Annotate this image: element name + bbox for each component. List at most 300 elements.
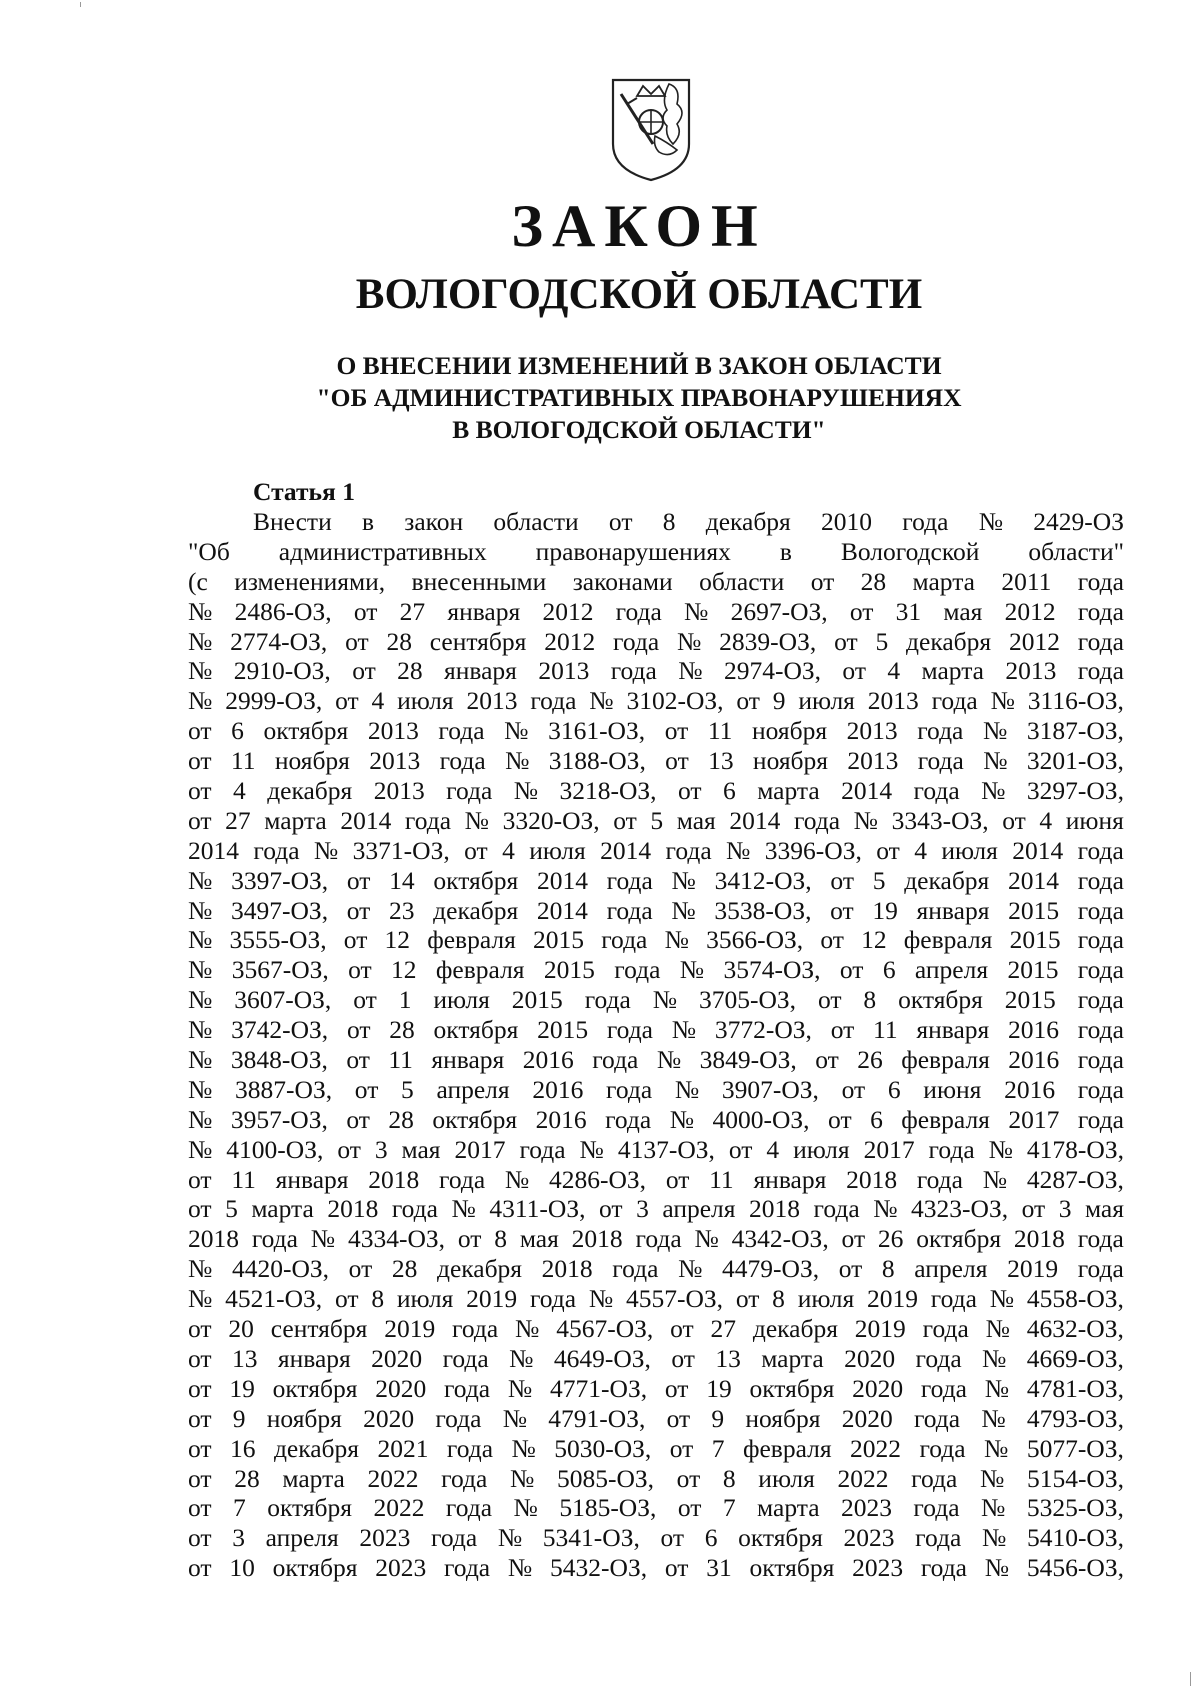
body-word: года	[441, 1463, 488, 1493]
body-word: от	[817, 985, 842, 1015]
body-word: 2486-ОЗ,	[234, 596, 332, 626]
body-word: апреля	[662, 1194, 736, 1224]
body-word: 3187-ОЗ,	[1026, 716, 1124, 746]
body-word: 9	[232, 1403, 246, 1433]
body-word: 4342-ОЗ,	[731, 1224, 829, 1254]
body-word: 2017	[1008, 1104, 1060, 1134]
body-word: года	[452, 1314, 499, 1344]
body-word: 2019	[1007, 1254, 1059, 1284]
body-word: от	[834, 626, 858, 656]
body-word: 2016	[1008, 1045, 1060, 1075]
body-word: №	[502, 1403, 528, 1433]
body-word: от	[666, 1403, 691, 1433]
body-line	[188, 1523, 1124, 1553]
body-line	[188, 955, 1124, 985]
body-word: законами	[572, 566, 673, 596]
body-word: 4781-ОЗ,	[1026, 1373, 1124, 1403]
body-word: №	[674, 1074, 700, 1104]
body-word: года	[584, 985, 631, 1015]
body-word: 4420-ОЗ,	[231, 1254, 330, 1284]
body-word: 2016	[532, 1074, 584, 1104]
body-word: 2012	[1004, 596, 1056, 626]
body-word: октября	[916, 1224, 1002, 1254]
body-word: от	[334, 1284, 359, 1314]
body-word: №	[984, 1553, 1010, 1583]
body-word: 4557-ОЗ,	[625, 1284, 724, 1314]
body-word: 27	[710, 1314, 737, 1344]
body-word: от	[346, 1104, 370, 1134]
body-word: 3218-ОЗ,	[559, 776, 657, 806]
body-word: от	[613, 805, 637, 835]
document-region: ВОЛОГОДСКОЙ ОБЛАСТИ	[355, 271, 923, 318]
body-word: №	[497, 1523, 523, 1553]
body-word: 31	[706, 1553, 732, 1583]
body-word: 2013	[538, 656, 590, 686]
body-word: 3	[374, 1134, 388, 1164]
body-word: мая	[943, 596, 983, 626]
body-word: 2018	[846, 1164, 898, 1194]
body-word: 5341-ОЗ,	[542, 1523, 640, 1553]
body-word: 3396-ОЗ,	[764, 835, 862, 865]
body-word: от	[664, 1553, 689, 1583]
body-word: административных	[278, 536, 487, 566]
body-word: №	[188, 1284, 213, 1314]
body-word: 2019	[854, 1314, 906, 1344]
body-word: июля	[758, 1463, 815, 1493]
body-word: 4632-ОЗ,	[1026, 1314, 1124, 1344]
body-word: 26	[877, 1224, 904, 1254]
body-word: 28	[386, 626, 412, 656]
body-word: 28	[234, 1463, 260, 1493]
body-word: №	[982, 716, 1008, 746]
body-word: от	[353, 985, 377, 1015]
body-word: октября	[433, 1015, 519, 1045]
body-word: года	[606, 895, 653, 925]
body-word: года	[606, 865, 653, 895]
body-word: №	[464, 805, 489, 835]
body-word: №	[509, 1463, 535, 1493]
body-word: марта	[761, 1343, 824, 1373]
body-line	[188, 866, 1124, 896]
body-line	[188, 1553, 1124, 1583]
body-word: января	[916, 895, 990, 925]
body-word: 4791-ОЗ,	[548, 1403, 646, 1433]
body-word: №	[188, 686, 213, 716]
body-word: 3320-ОЗ,	[502, 805, 600, 835]
body-word: июля	[793, 1134, 850, 1164]
body-word: 4479-ОЗ,	[722, 1254, 820, 1284]
body-line	[188, 627, 1124, 657]
body-word: 3907-ОЗ,	[721, 1074, 819, 1104]
body-word: №	[188, 1104, 213, 1134]
body-word: 2020	[841, 1403, 893, 1433]
body-word: 16	[230, 1433, 256, 1463]
body-word: октября	[433, 865, 519, 895]
body-word: года	[445, 1493, 493, 1523]
body-word: октября	[432, 1104, 518, 1134]
body-word: №	[656, 1045, 682, 1075]
body-word: №	[513, 776, 539, 806]
body-word: сентября	[270, 1314, 368, 1344]
body-word: 2974-ОЗ,	[723, 656, 822, 686]
body-word: 4	[914, 835, 927, 865]
body-word: №	[982, 1164, 1008, 1194]
body-word: 3397-ОЗ,	[231, 865, 329, 895]
body-word: мая	[519, 1224, 559, 1254]
body-word: октября	[749, 1553, 835, 1583]
body-word: декабря	[433, 895, 519, 925]
body-word: 2023	[359, 1523, 411, 1553]
body-word: 3116-ОЗ,	[1027, 686, 1124, 716]
body-word: марта	[264, 805, 327, 835]
body-word: 2013	[867, 686, 919, 716]
body-word: от	[665, 746, 689, 776]
body-word: 2015	[1007, 955, 1059, 985]
body-word: 3	[1058, 1194, 1072, 1224]
body-word: 2013	[367, 716, 419, 746]
body-word: №	[188, 1134, 213, 1164]
body-word: года	[1077, 656, 1124, 686]
body-word: года	[529, 1284, 577, 1314]
body-word: 8	[772, 1284, 785, 1314]
body-word: 31	[895, 596, 922, 626]
body-word: от	[671, 1343, 695, 1373]
body-line	[188, 806, 1124, 836]
body-word: 28	[388, 1104, 414, 1134]
body-word: апреля	[436, 1074, 510, 1104]
body-word: года	[920, 1373, 967, 1403]
body-word: года	[1077, 1254, 1124, 1284]
body-line	[188, 1105, 1124, 1135]
body-word: от	[599, 1194, 623, 1224]
body-word: года	[251, 1224, 298, 1254]
body-word: февраля	[435, 955, 525, 985]
body-word: года	[592, 1045, 639, 1075]
body-word: от	[346, 1045, 370, 1075]
body-word: 4793-ОЗ,	[1026, 1403, 1124, 1433]
body-word: 2013	[846, 716, 898, 746]
body-word: 4771-ОЗ,	[550, 1373, 648, 1403]
body-word: января	[447, 596, 521, 626]
body-word: 4	[371, 686, 385, 716]
body-word: 4334-ОЗ,	[347, 1224, 446, 1254]
body-word: октября	[272, 1553, 358, 1583]
body-word: 7	[233, 1493, 246, 1523]
body-word: 11	[230, 746, 256, 776]
body-word: от	[188, 1433, 212, 1463]
body-word: 2429-ОЗ	[1033, 507, 1124, 536]
body-word: №	[981, 1523, 1007, 1553]
body-word: 3887-ОЗ,	[235, 1074, 333, 1104]
body-word: №	[188, 955, 213, 985]
body-word: 2018	[571, 1224, 623, 1254]
body-word: года	[606, 1074, 653, 1104]
body-word: 28	[397, 656, 423, 686]
body-word: 2018	[1013, 1224, 1065, 1254]
body-word: от	[188, 776, 212, 806]
body-word: 2016	[522, 1045, 574, 1075]
body-word: года	[610, 656, 657, 686]
body-word: июля	[529, 835, 586, 865]
body-word: 8	[371, 1284, 385, 1314]
body-line	[188, 1464, 1124, 1494]
body-word: 2015	[511, 985, 563, 1015]
body-word: 12	[391, 955, 417, 985]
body-word: июня	[1065, 805, 1124, 835]
body-word: 2016	[1004, 1074, 1056, 1104]
body-word: 2022	[373, 1493, 425, 1523]
body-word: от	[728, 1134, 753, 1164]
body-line	[188, 1075, 1124, 1105]
body-word: 2023	[843, 1523, 895, 1553]
body-word: года	[431, 1523, 478, 1553]
body-word: 3567-ОЗ,	[231, 955, 329, 985]
body-word: 5154-ОЗ,	[1026, 1463, 1124, 1493]
body-word: от	[352, 656, 376, 686]
body-word: от	[842, 656, 866, 686]
body-word: от	[735, 1284, 760, 1314]
body-word: 6	[723, 776, 736, 806]
body-word: февраля	[903, 925, 993, 955]
subject-line: В ВОЛОГОДСКОЙ ОБЛАСТИ"	[452, 415, 826, 444]
body-word: года	[922, 1314, 969, 1344]
body-word: №	[669, 1104, 695, 1134]
body-word: от	[830, 895, 854, 925]
body-line	[188, 746, 1124, 776]
body-word: от	[665, 1164, 690, 1194]
body-word: (с	[188, 566, 208, 596]
body-word: 4	[233, 776, 246, 806]
coat-of-arms-icon	[607, 74, 695, 184]
body-word: ноября	[751, 716, 828, 746]
body-word: Вологодской	[840, 536, 980, 566]
body-word: 9	[711, 1403, 725, 1433]
body-word: 27	[399, 596, 426, 626]
body-word: 2023	[375, 1553, 427, 1583]
body-word: 3705-ОЗ,	[698, 985, 797, 1015]
body-word: июля	[396, 1284, 454, 1314]
body-word: 2014	[841, 776, 893, 806]
body-line	[188, 1404, 1124, 1434]
body-line	[188, 1254, 1124, 1284]
body-word: от	[664, 1373, 689, 1403]
body-word: 2015	[1004, 985, 1056, 1015]
body-word: №	[671, 865, 696, 895]
body-word: 10	[229, 1553, 255, 1583]
body-word: года	[1077, 955, 1124, 985]
body-word: от	[838, 1254, 863, 1284]
body-word: №	[982, 1343, 1007, 1373]
body-word: №	[188, 596, 213, 626]
body-word: года	[606, 1015, 653, 1045]
body-word: апреля	[914, 1254, 988, 1284]
body-word: 2020	[852, 1373, 904, 1403]
body-word: года	[446, 776, 493, 806]
body-word: января	[753, 1164, 827, 1194]
body-word: №	[515, 1314, 540, 1344]
body-word: 2839-ОЗ,	[719, 626, 817, 656]
body-word: 2019	[384, 1314, 436, 1344]
body-line	[188, 896, 1124, 926]
body-word: 2012	[544, 626, 596, 656]
body-word: 2018	[188, 1224, 239, 1254]
body-word: №	[989, 1284, 1015, 1314]
body-word: года	[519, 1134, 566, 1164]
body-word: марта	[757, 1493, 820, 1523]
body-word: Внести	[253, 507, 332, 536]
body-word: 3555-ОЗ,	[229, 925, 327, 955]
body-word: №	[509, 1343, 534, 1373]
body-word: 2013	[369, 746, 421, 776]
body-word: от	[464, 835, 488, 865]
body-word: 13	[231, 1343, 258, 1373]
body-word: 2013	[466, 686, 518, 716]
body-word: 7	[711, 1433, 725, 1463]
scan-mark	[80, 2, 81, 7]
body-word: 3201-ОЗ,	[1026, 746, 1124, 776]
body-word: 2022	[367, 1463, 419, 1493]
body-word: от	[188, 1553, 212, 1583]
body-word: от	[608, 507, 633, 536]
body-word: области	[493, 507, 579, 536]
body-word: 2020	[371, 1343, 423, 1373]
body-word: декабря	[436, 1254, 523, 1284]
body-word: сентября	[429, 626, 527, 656]
body-word: от	[736, 686, 760, 716]
body-word: 19	[229, 1373, 255, 1403]
body-word: от	[337, 1134, 361, 1164]
body-word: года	[902, 507, 949, 536]
body-word: года	[930, 1284, 977, 1314]
body-word: года	[917, 746, 964, 776]
body-word: в	[779, 536, 792, 566]
body-word: от	[820, 925, 844, 955]
body-word: 4669-ОЗ,	[1026, 1343, 1124, 1373]
body-word: года	[1077, 835, 1124, 865]
body-word: от	[343, 925, 368, 955]
body-word: 2015	[1009, 925, 1061, 955]
body-word: №	[188, 985, 213, 1015]
body-word: 3574-ОЗ,	[723, 955, 821, 985]
body-word: 11	[388, 1045, 413, 1075]
body-word: февраля	[742, 1433, 832, 1463]
body-line	[188, 686, 1124, 716]
body-word: года	[613, 626, 660, 656]
body-word: №	[671, 895, 696, 925]
body-word: 3742-ОЗ,	[231, 1015, 329, 1045]
body-word: 4558-ОЗ,	[1026, 1284, 1124, 1314]
body-word: правонарушениях	[535, 536, 731, 566]
body-line	[188, 716, 1124, 746]
body-word: 5	[872, 865, 886, 895]
body-word: года	[915, 1523, 962, 1553]
body-word: 3497-ОЗ,	[231, 895, 329, 925]
body-word: №	[188, 1015, 213, 1045]
body-word: от	[664, 716, 689, 746]
body-word: года	[1077, 925, 1124, 955]
body-word: 3161-ОЗ,	[548, 716, 646, 746]
body-word: 5432-ОЗ,	[550, 1553, 648, 1583]
body-word: №	[984, 1433, 1009, 1463]
body-word: "Об	[188, 536, 230, 566]
body-word: 5077-ОЗ,	[1026, 1433, 1124, 1463]
body-word: апреля	[914, 955, 989, 985]
body-word: 3957-ОЗ,	[230, 1104, 328, 1134]
article-body	[188, 507, 1124, 1583]
body-word: от	[188, 746, 212, 776]
body-word: 2013	[1005, 656, 1057, 686]
body-word: апреля	[265, 1523, 339, 1553]
body-word: от	[188, 1493, 212, 1523]
article-heading: Статья 1	[253, 477, 355, 506]
body-word: года	[913, 1403, 961, 1433]
body-word: от	[676, 1463, 701, 1493]
body-word: 2015	[1008, 895, 1060, 925]
body-word: 2015	[537, 1015, 589, 1045]
body-word: №	[694, 1224, 719, 1254]
body-word: №	[188, 626, 213, 656]
body-word: внесенными	[411, 566, 547, 596]
body-word: 5	[401, 1074, 414, 1104]
body-word: 6	[231, 716, 244, 746]
body-word: 2018	[541, 1254, 593, 1284]
body-word: от	[188, 1194, 212, 1224]
body-word: 8	[494, 1224, 507, 1254]
body-word: 4137-ОЗ,	[617, 1134, 715, 1164]
body-word: 2014	[600, 835, 652, 865]
body-word: года	[438, 716, 485, 746]
body-word: 2014	[536, 895, 588, 925]
body-word: 2774-ОЗ,	[230, 626, 328, 656]
body-word: 5325-ОЗ,	[1026, 1493, 1124, 1523]
body-word: ноября	[266, 1403, 342, 1433]
body-word: №	[188, 1254, 213, 1284]
body-word: 4178-ОЗ,	[1026, 1134, 1124, 1164]
body-word: марта	[921, 656, 984, 686]
body-word: 4311-ОЗ,	[489, 1194, 586, 1224]
body-word: 2015	[543, 955, 595, 985]
body-word: от	[188, 1164, 212, 1194]
body-word: года	[612, 1254, 659, 1284]
body-word: декабря	[705, 507, 791, 536]
body-word: от	[1002, 805, 1026, 835]
body-word: 2015	[533, 925, 585, 955]
body-word: июля	[397, 686, 454, 716]
body-word: 4649-ОЗ,	[553, 1343, 651, 1373]
body-word: №	[313, 835, 339, 865]
body-word: 2020	[375, 1373, 427, 1403]
body-word: от	[354, 1074, 379, 1104]
body-word: 3849-ОЗ,	[699, 1045, 797, 1075]
body-word: года	[913, 1493, 960, 1523]
body-line	[188, 776, 1124, 806]
body-word: от	[660, 1523, 685, 1553]
body-word: №	[678, 656, 703, 686]
body-word: 27	[225, 805, 251, 835]
body-word: 5185-ОЗ,	[559, 1493, 657, 1523]
body-word: года	[439, 746, 486, 776]
body-word: года	[1077, 596, 1124, 626]
body-word: 2017	[454, 1134, 506, 1164]
body-word: 19	[706, 1373, 732, 1403]
body-word: от	[346, 865, 371, 895]
body-word: №	[990, 686, 1015, 716]
body-word: января	[277, 1343, 351, 1373]
body-word: 2014	[1012, 835, 1064, 865]
body-line	[188, 1284, 1124, 1314]
body-word: изменениями,	[234, 566, 386, 596]
body-line	[188, 1374, 1124, 1404]
